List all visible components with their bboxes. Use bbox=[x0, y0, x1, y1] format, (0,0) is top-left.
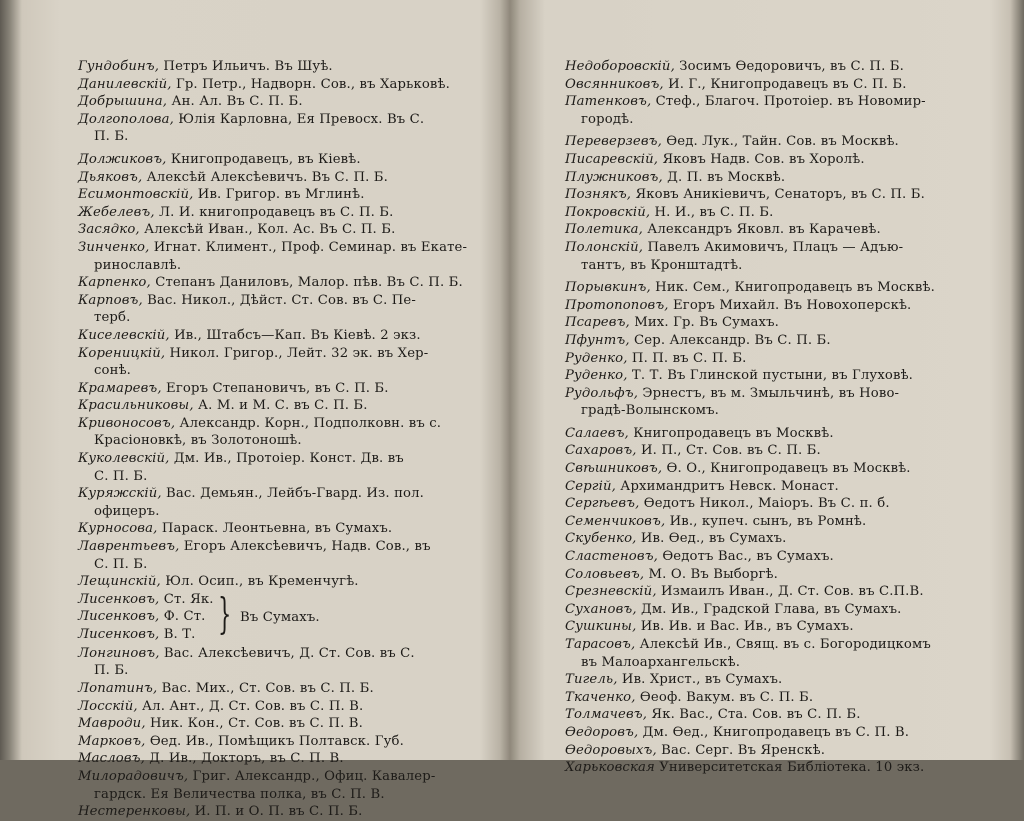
subscriber-name: Сухановъ, bbox=[565, 601, 637, 617]
subscriber-name: Плужниковъ, bbox=[565, 169, 663, 185]
subscriber-name: Дьяковъ, bbox=[78, 169, 143, 185]
subscriber-entry bbox=[565, 425, 935, 443]
subscriber-name: Курносова, bbox=[78, 521, 158, 537]
subscriber-details: Ѳед. Лук., Тайн. Сов. въ Москвѣ. bbox=[661, 134, 899, 150]
subscriber-entry bbox=[78, 292, 467, 327]
subscriber-details: Гр. Петр., Надворн. Сов., въ Харьковѣ. bbox=[171, 76, 450, 92]
subscriber-entry bbox=[78, 151, 467, 169]
subscriber-details: Вас. Демьян., Лейбъ-Гвард. Из. пол. bbox=[161, 486, 424, 502]
subscriber-entry bbox=[565, 583, 935, 601]
subscriber-details-continued: С. П. Б. bbox=[94, 468, 148, 484]
subscriber-details-continued: градѣ-Волынскомъ. bbox=[581, 403, 719, 419]
subscriber-entry bbox=[565, 151, 935, 169]
subscriber-details: Измаилъ Иван., Д. Ст. Сов. въ С.П.В. bbox=[656, 584, 924, 600]
subscriber-name: Лисенковъ, bbox=[78, 609, 160, 625]
subscriber-name: Ткаченко, bbox=[565, 689, 636, 705]
subscriber-name: Познякъ, bbox=[565, 187, 632, 203]
subscriber-details: Вас. Серг. Въ Яренскѣ. bbox=[656, 742, 826, 758]
subscriber-entry bbox=[78, 380, 467, 398]
subscriber-name: Покровскій, bbox=[565, 204, 651, 220]
subscriber-details: Ф. Ст. bbox=[159, 609, 206, 625]
subscriber-name: Милорадовичъ, bbox=[78, 768, 189, 784]
subscriber-entry bbox=[565, 601, 935, 619]
subscriber-entry bbox=[78, 93, 467, 111]
subscriber-entry bbox=[78, 591, 467, 609]
subscriber-entry bbox=[565, 742, 935, 760]
subscriber-entry bbox=[565, 671, 935, 689]
subscriber-name: Крамаревъ, bbox=[78, 380, 162, 396]
subscriber-entry bbox=[565, 186, 935, 204]
subscriber-details: Александр. Корн., Подполковн. въ с. bbox=[175, 415, 442, 431]
subscriber-entry bbox=[565, 759, 935, 777]
subscriber-name: Переверзевъ, bbox=[565, 134, 662, 150]
subscriber-entry bbox=[78, 645, 467, 680]
subscriber-entry bbox=[565, 495, 935, 513]
subscriber-details: Дм. Ив., Протоіер. Конст. Дв. въ bbox=[169, 451, 404, 467]
subscriber-name: Соловьевъ, bbox=[565, 566, 645, 582]
subscriber-details-continued: въ Малоархангельскѣ. bbox=[581, 654, 741, 670]
subscriber-name: Есимонтовскій, bbox=[78, 187, 194, 203]
subscriber-name: Толмачевъ, bbox=[565, 707, 648, 723]
subscriber-name: Лосскій, bbox=[78, 698, 138, 714]
subscriber-details: Ст. Як. bbox=[159, 591, 214, 607]
subscriber-details: Александръ Яковл. въ Карачевѣ. bbox=[642, 222, 881, 238]
subscriber-details-continued: гардск. Ея Величества полка, въ С. П. В. bbox=[94, 786, 385, 802]
subscriber-details: М. О. Въ Выборгѣ. bbox=[644, 566, 778, 582]
subscriber-entry bbox=[78, 538, 467, 573]
subscriber-name: Кореницкій, bbox=[78, 345, 166, 361]
subscriber-details-continued: П. Б. bbox=[94, 129, 129, 145]
subscriber-entry bbox=[565, 548, 935, 566]
subscriber-name: Семенчиковъ, bbox=[565, 513, 666, 529]
subscriber-name: Сластеновъ, bbox=[565, 549, 658, 565]
subscriber-entry bbox=[565, 239, 935, 274]
subscriber-entry bbox=[78, 221, 467, 239]
subscriber-entry bbox=[565, 279, 935, 297]
subscriber-name: Лонгиновъ, bbox=[78, 645, 160, 661]
subscriber-details: Егоръ Михайл. Въ Новохоперскѣ. bbox=[668, 297, 912, 313]
subscriber-name: Сергѣевъ, bbox=[565, 496, 640, 512]
subscriber-details: В. Т. bbox=[159, 627, 196, 642]
subscriber-name: Зинченко, bbox=[78, 239, 150, 255]
subscriber-entry bbox=[565, 58, 935, 76]
subscriber-entry bbox=[565, 385, 935, 420]
subscriber-entry bbox=[78, 76, 467, 94]
subscriber-entry bbox=[565, 332, 935, 350]
subscriber-entry bbox=[78, 715, 467, 733]
subscriber-entry bbox=[78, 327, 467, 345]
subscriber-details: И. П. и О. П. въ С. П. Б. bbox=[190, 804, 363, 820]
subscriber-name: Засядко, bbox=[78, 222, 140, 238]
subscriber-details: Ив., купеч. сынъ, въ Ромнѣ. bbox=[665, 513, 867, 529]
left-page bbox=[30, 0, 500, 820]
right-subscriber-list bbox=[565, 58, 935, 777]
subscriber-name: Лисенковъ, bbox=[78, 591, 160, 607]
subscriber-details: Егоръ Степановичъ, въ С. П. Б. bbox=[161, 380, 389, 396]
subscriber-name: Гундобинъ, bbox=[78, 59, 160, 74]
subscriber-name: Писаревскій, bbox=[565, 151, 659, 167]
subscriber-details: Як. Вас., Ста. Сов. въ С. П. Б. bbox=[647, 707, 861, 723]
subscriber-details: Ив. Христ., въ Сумахъ. bbox=[617, 672, 783, 688]
subscriber-name: Марковъ, bbox=[78, 733, 146, 749]
subscriber-details: Т. Т. Въ Глинской пустыни, въ Глуховѣ. bbox=[627, 368, 914, 384]
subscriber-entry bbox=[565, 133, 935, 151]
subscriber-name: Овсянниковъ, bbox=[565, 76, 664, 92]
subscriber-details: Ник. Сем., Книгопродавецъ въ Москвѣ. bbox=[650, 280, 935, 296]
subscriber-entry bbox=[78, 58, 467, 76]
subscriber-details: Мих. Гр. Въ Сумахъ. bbox=[629, 315, 779, 331]
subscriber-details: Книгопродавецъ въ Москвѣ. bbox=[628, 425, 834, 441]
subscriber-name: Сахаровъ, bbox=[565, 443, 637, 459]
subscriber-details: Ник. Кон., Ст. Сов. въ С. П. В. bbox=[145, 716, 363, 732]
subscriber-entry bbox=[78, 485, 467, 520]
subscriber-name: Должиковъ, bbox=[78, 151, 167, 167]
subscriber-entry bbox=[78, 733, 467, 751]
subscriber-details: Эрнестъ, въ м. Змыльчинѣ, въ Ново- bbox=[638, 385, 900, 401]
subscriber-name: Карпенко, bbox=[78, 275, 151, 291]
subscriber-details: Ѳедотъ Вас., въ Сумахъ. bbox=[657, 549, 834, 565]
right-page bbox=[525, 0, 1015, 776]
subscriber-entry bbox=[565, 221, 935, 239]
subscriber-details: Алексѣй Ив., Свящ. въ с. Богородицкомъ bbox=[635, 637, 931, 652]
subscriber-details: Н. И., въ С. П. Б. bbox=[650, 204, 774, 220]
subscriber-details: Ѳеоф. Вакум. въ С. П. Б. bbox=[635, 689, 814, 705]
subscriber-details: Стеф., Благоч. Протоіер. въ Новомир- bbox=[651, 94, 926, 110]
subscriber-details: Игнат. Климент., Проф. Семинар. въ Екате- bbox=[149, 239, 468, 255]
subscriber-name: Сергій, bbox=[565, 478, 616, 494]
subscriber-details: Архимандритъ Невск. Монаст. bbox=[615, 478, 839, 494]
subscriber-details: Вас. Алексѣевичъ, Д. Ст. Сов. въ С. bbox=[159, 645, 415, 661]
subscriber-entry bbox=[565, 724, 935, 742]
subscriber-name: Руденко, bbox=[565, 350, 628, 366]
subscriber-details: Ив., Штабсъ—Кап. Въ Кіевѣ. 2 экз. bbox=[169, 327, 421, 343]
subscriber-name: Куколевскій, bbox=[78, 451, 170, 467]
subscriber-details: Петръ Ильичъ. Въ Шуѣ. bbox=[159, 59, 333, 74]
subscriber-entry bbox=[78, 186, 467, 204]
subscriber-name: Патенковъ, bbox=[565, 94, 652, 110]
subscriber-details: И. Г., Книгопродавецъ въ С. П. Б. bbox=[663, 76, 907, 92]
subscriber-entry bbox=[565, 204, 935, 222]
subscriber-entry bbox=[78, 450, 467, 485]
subscriber-entry bbox=[565, 169, 935, 187]
subscriber-details: Ѳед. Ив., Помѣщикъ Полтавск. Губ. bbox=[145, 733, 404, 749]
subscriber-details: Степанъ Даниловъ, Малор. пѣв. Въ С. П. Б. bbox=[150, 275, 463, 291]
subscriber-name: Кривоносовъ, bbox=[78, 415, 176, 431]
shared-location: Въ Сумахъ. bbox=[240, 609, 320, 625]
subscriber-name: Полетика, bbox=[565, 222, 643, 238]
subscriber-details: Д. П. въ Москвѣ. bbox=[662, 169, 786, 185]
subscriber-details: Книгопродавецъ, въ Кіевѣ. bbox=[166, 151, 361, 167]
subscriber-details: Яковъ Аникіевичъ, Сенаторъ, въ С. П. Б. bbox=[631, 187, 925, 203]
subscriber-entry bbox=[78, 397, 467, 415]
subscriber-name: Данилевскій, bbox=[78, 76, 172, 92]
subscriber-details: Никол. Григор., Лейт. 32 эк. въ Хер- bbox=[165, 345, 429, 361]
subscriber-details-continued: тантъ, въ Кронштадтѣ. bbox=[581, 257, 743, 273]
subscriber-details: Павелъ Акимовичъ, Плацъ — Адъю- bbox=[643, 239, 904, 255]
subscriber-name: Карповъ, bbox=[78, 292, 143, 308]
subscriber-details: Университетская Библіотека. 10 экз. bbox=[654, 760, 925, 776]
subscriber-details: А. М. и М. С. въ С. П. Б. bbox=[193, 398, 368, 414]
subscriber-name: Куряжскій, bbox=[78, 486, 162, 502]
subscriber-details: Л. И. книгопродавецъ въ С. П. Б. bbox=[154, 204, 394, 220]
subscriber-details: Ѳ. О., Книгопродавецъ въ Москвѣ. bbox=[662, 461, 911, 477]
subscriber-details-continued: городѣ. bbox=[581, 111, 634, 127]
subscriber-name: Лещинскій, bbox=[78, 574, 161, 590]
subscriber-details: Параск. Леонтьевна, въ Сумахъ. bbox=[157, 521, 393, 537]
subscriber-details: Алексѣй Алексѣевичъ. Въ С. П. Б. bbox=[142, 169, 388, 185]
subscriber-details: Ан. Ал. Въ С. П. Б. bbox=[167, 94, 303, 110]
subscriber-name: Свѣшниковъ, bbox=[565, 461, 663, 477]
subscriber-entry bbox=[78, 274, 467, 292]
subscriber-entry bbox=[78, 345, 467, 380]
subscriber-name: Добрышина, bbox=[78, 94, 168, 110]
subscriber-details: Ив. Ѳед., въ Сумахъ. bbox=[636, 531, 787, 547]
subscriber-details: Вас. Никол., Дѣйст. Ст. Сов. въ С. Пе- bbox=[142, 292, 416, 308]
subscriber-entry bbox=[565, 618, 935, 636]
subscriber-details: П. П. въ С. П. Б. bbox=[627, 350, 747, 366]
subscriber-details: Егоръ Алексѣевичъ, Надв. Сов., въ bbox=[179, 539, 431, 555]
subscriber-entry bbox=[78, 803, 467, 821]
subscriber-details: Ѳедотъ Никол., Маіоръ. Въ С. п. б. bbox=[639, 496, 890, 512]
subscriber-name: Лаврентьевъ, bbox=[78, 539, 180, 555]
subscriber-details-continued: ринославлѣ. bbox=[94, 257, 182, 273]
subscriber-details-continued: С. П. Б. bbox=[94, 556, 148, 572]
subscriber-name: Долгополова, bbox=[78, 111, 174, 127]
subscriber-details: Вас. Мих., Ст. Сов. въ С. П. Б. bbox=[157, 681, 374, 696]
left-subscriber-list bbox=[78, 58, 467, 821]
subscriber-entry bbox=[565, 478, 935, 496]
subscriber-entry bbox=[565, 566, 935, 584]
subscriber-details: Ив. Григор. въ Мглинѣ. bbox=[193, 187, 365, 203]
subscriber-name: Порывкинъ, bbox=[565, 280, 651, 296]
subscriber-details: Сер. Александр. Въ С. П. Б. bbox=[629, 332, 831, 348]
subscriber-name: Лисенковъ, bbox=[78, 627, 160, 642]
subscriber-name: Ѳедоровыхъ, bbox=[565, 742, 657, 758]
subscriber-details: И. П., Ст. Сов. въ С. П. Б. bbox=[636, 443, 821, 459]
subscriber-name: Срезневскій, bbox=[565, 584, 657, 600]
subscriber-entry bbox=[565, 442, 935, 460]
subscriber-details: Д. Ив., Докторъ, въ С. П. В. bbox=[144, 751, 344, 767]
subscriber-name: Тарасовъ, bbox=[565, 637, 636, 652]
subscriber-name: Псаревъ, bbox=[565, 315, 630, 331]
subscriber-name: Сушкины, bbox=[565, 619, 637, 635]
subscriber-name: Тигель, bbox=[565, 672, 618, 688]
subscriber-details: Яковъ Надв. Сов. въ Хоролѣ. bbox=[658, 151, 865, 167]
subscriber-entry bbox=[565, 314, 935, 332]
subscriber-name: Мавроди, bbox=[78, 716, 146, 732]
subscriber-name: Рудольфъ, bbox=[565, 385, 639, 401]
subscriber-details-continued: Красіоновкѣ, въ Золотоношѣ. bbox=[94, 433, 302, 449]
subscriber-name: Полонскій, bbox=[565, 239, 644, 255]
subscriber-name: Харьковская bbox=[565, 760, 655, 776]
subscriber-entry bbox=[565, 76, 935, 94]
subscriber-entry bbox=[565, 530, 935, 548]
subscriber-details: Дм. Ив., Градской Глава, въ Сумахъ. bbox=[636, 601, 902, 617]
subscriber-name: Протопоповъ, bbox=[565, 297, 669, 313]
subscriber-entry bbox=[78, 768, 467, 803]
subscriber-name: Скубенко, bbox=[565, 531, 637, 547]
subscriber-entry bbox=[565, 350, 935, 368]
subscriber-entry bbox=[78, 573, 467, 591]
subscriber-name: Масловъ, bbox=[78, 751, 145, 767]
subscriber-entry bbox=[78, 698, 467, 716]
subscriber-details: Алексѣй Иван., Кол. Ас. Въ С. П. Б. bbox=[139, 222, 396, 238]
subscriber-entry bbox=[78, 415, 467, 450]
subscriber-details: Зосимъ Ѳедоровичъ, въ С. П. Б. bbox=[674, 59, 904, 74]
subscriber-entry bbox=[78, 680, 467, 698]
subscriber-name: Лопатинъ, bbox=[78, 681, 158, 696]
subscriber-name: Ѳедоровъ, bbox=[565, 724, 639, 740]
subscriber-entry bbox=[565, 689, 935, 707]
subscriber-entry bbox=[78, 626, 467, 644]
subscriber-details-continued: сонѣ. bbox=[94, 363, 132, 379]
subscriber-details: Ал. Ант., Д. Ст. Сов. въ С. П. В. bbox=[137, 698, 364, 714]
subscriber-details: Ив. Ив. и Вас. Ив., въ Сумахъ. bbox=[636, 619, 854, 635]
subscriber-details: Юл. Осип., въ Кременчугѣ. bbox=[160, 574, 359, 590]
subscriber-details-continued: офицеръ. bbox=[94, 503, 160, 519]
subscriber-details-continued: терб. bbox=[94, 310, 131, 326]
subscriber-name: Киселевскій, bbox=[78, 327, 170, 343]
subscriber-entry bbox=[565, 367, 935, 385]
subscriber-name: Салаевъ, bbox=[565, 425, 629, 441]
subscriber-entry bbox=[565, 636, 935, 671]
subscriber-name: Жебелевъ, bbox=[78, 204, 155, 220]
subscriber-entry bbox=[565, 93, 935, 128]
subscriber-entry bbox=[565, 460, 935, 478]
subscriber-entry bbox=[78, 750, 467, 768]
subscriber-details-continued: П. Б. bbox=[94, 663, 129, 679]
subscriber-entry bbox=[565, 706, 935, 724]
lysenko-brace-group bbox=[78, 588, 467, 645]
subscriber-entry bbox=[565, 297, 935, 315]
curly-brace: } bbox=[218, 588, 232, 638]
subscriber-entry bbox=[78, 520, 467, 538]
subscriber-name: Недоборовскій, bbox=[565, 59, 675, 74]
subscriber-details: Юлія Карловна, Ея Превосх. Въ С. bbox=[173, 111, 425, 127]
subscriber-entry bbox=[78, 239, 467, 274]
subscriber-name: Руденко, bbox=[565, 368, 628, 384]
subscriber-entry bbox=[78, 111, 467, 146]
subscriber-name: Красильниковы, bbox=[78, 398, 194, 414]
subscriber-entry bbox=[78, 169, 467, 187]
subscriber-details: Дм. Ѳед., Книгопродавецъ въ С. П. В. bbox=[638, 724, 910, 740]
subscriber-name: Пфунтъ, bbox=[565, 332, 630, 348]
subscriber-entry bbox=[565, 513, 935, 531]
subscriber-details: Григ. Александр., Офиц. Кавалер- bbox=[188, 768, 436, 784]
subscriber-name: Нестеренковы, bbox=[78, 804, 191, 820]
subscriber-entry bbox=[78, 204, 467, 222]
